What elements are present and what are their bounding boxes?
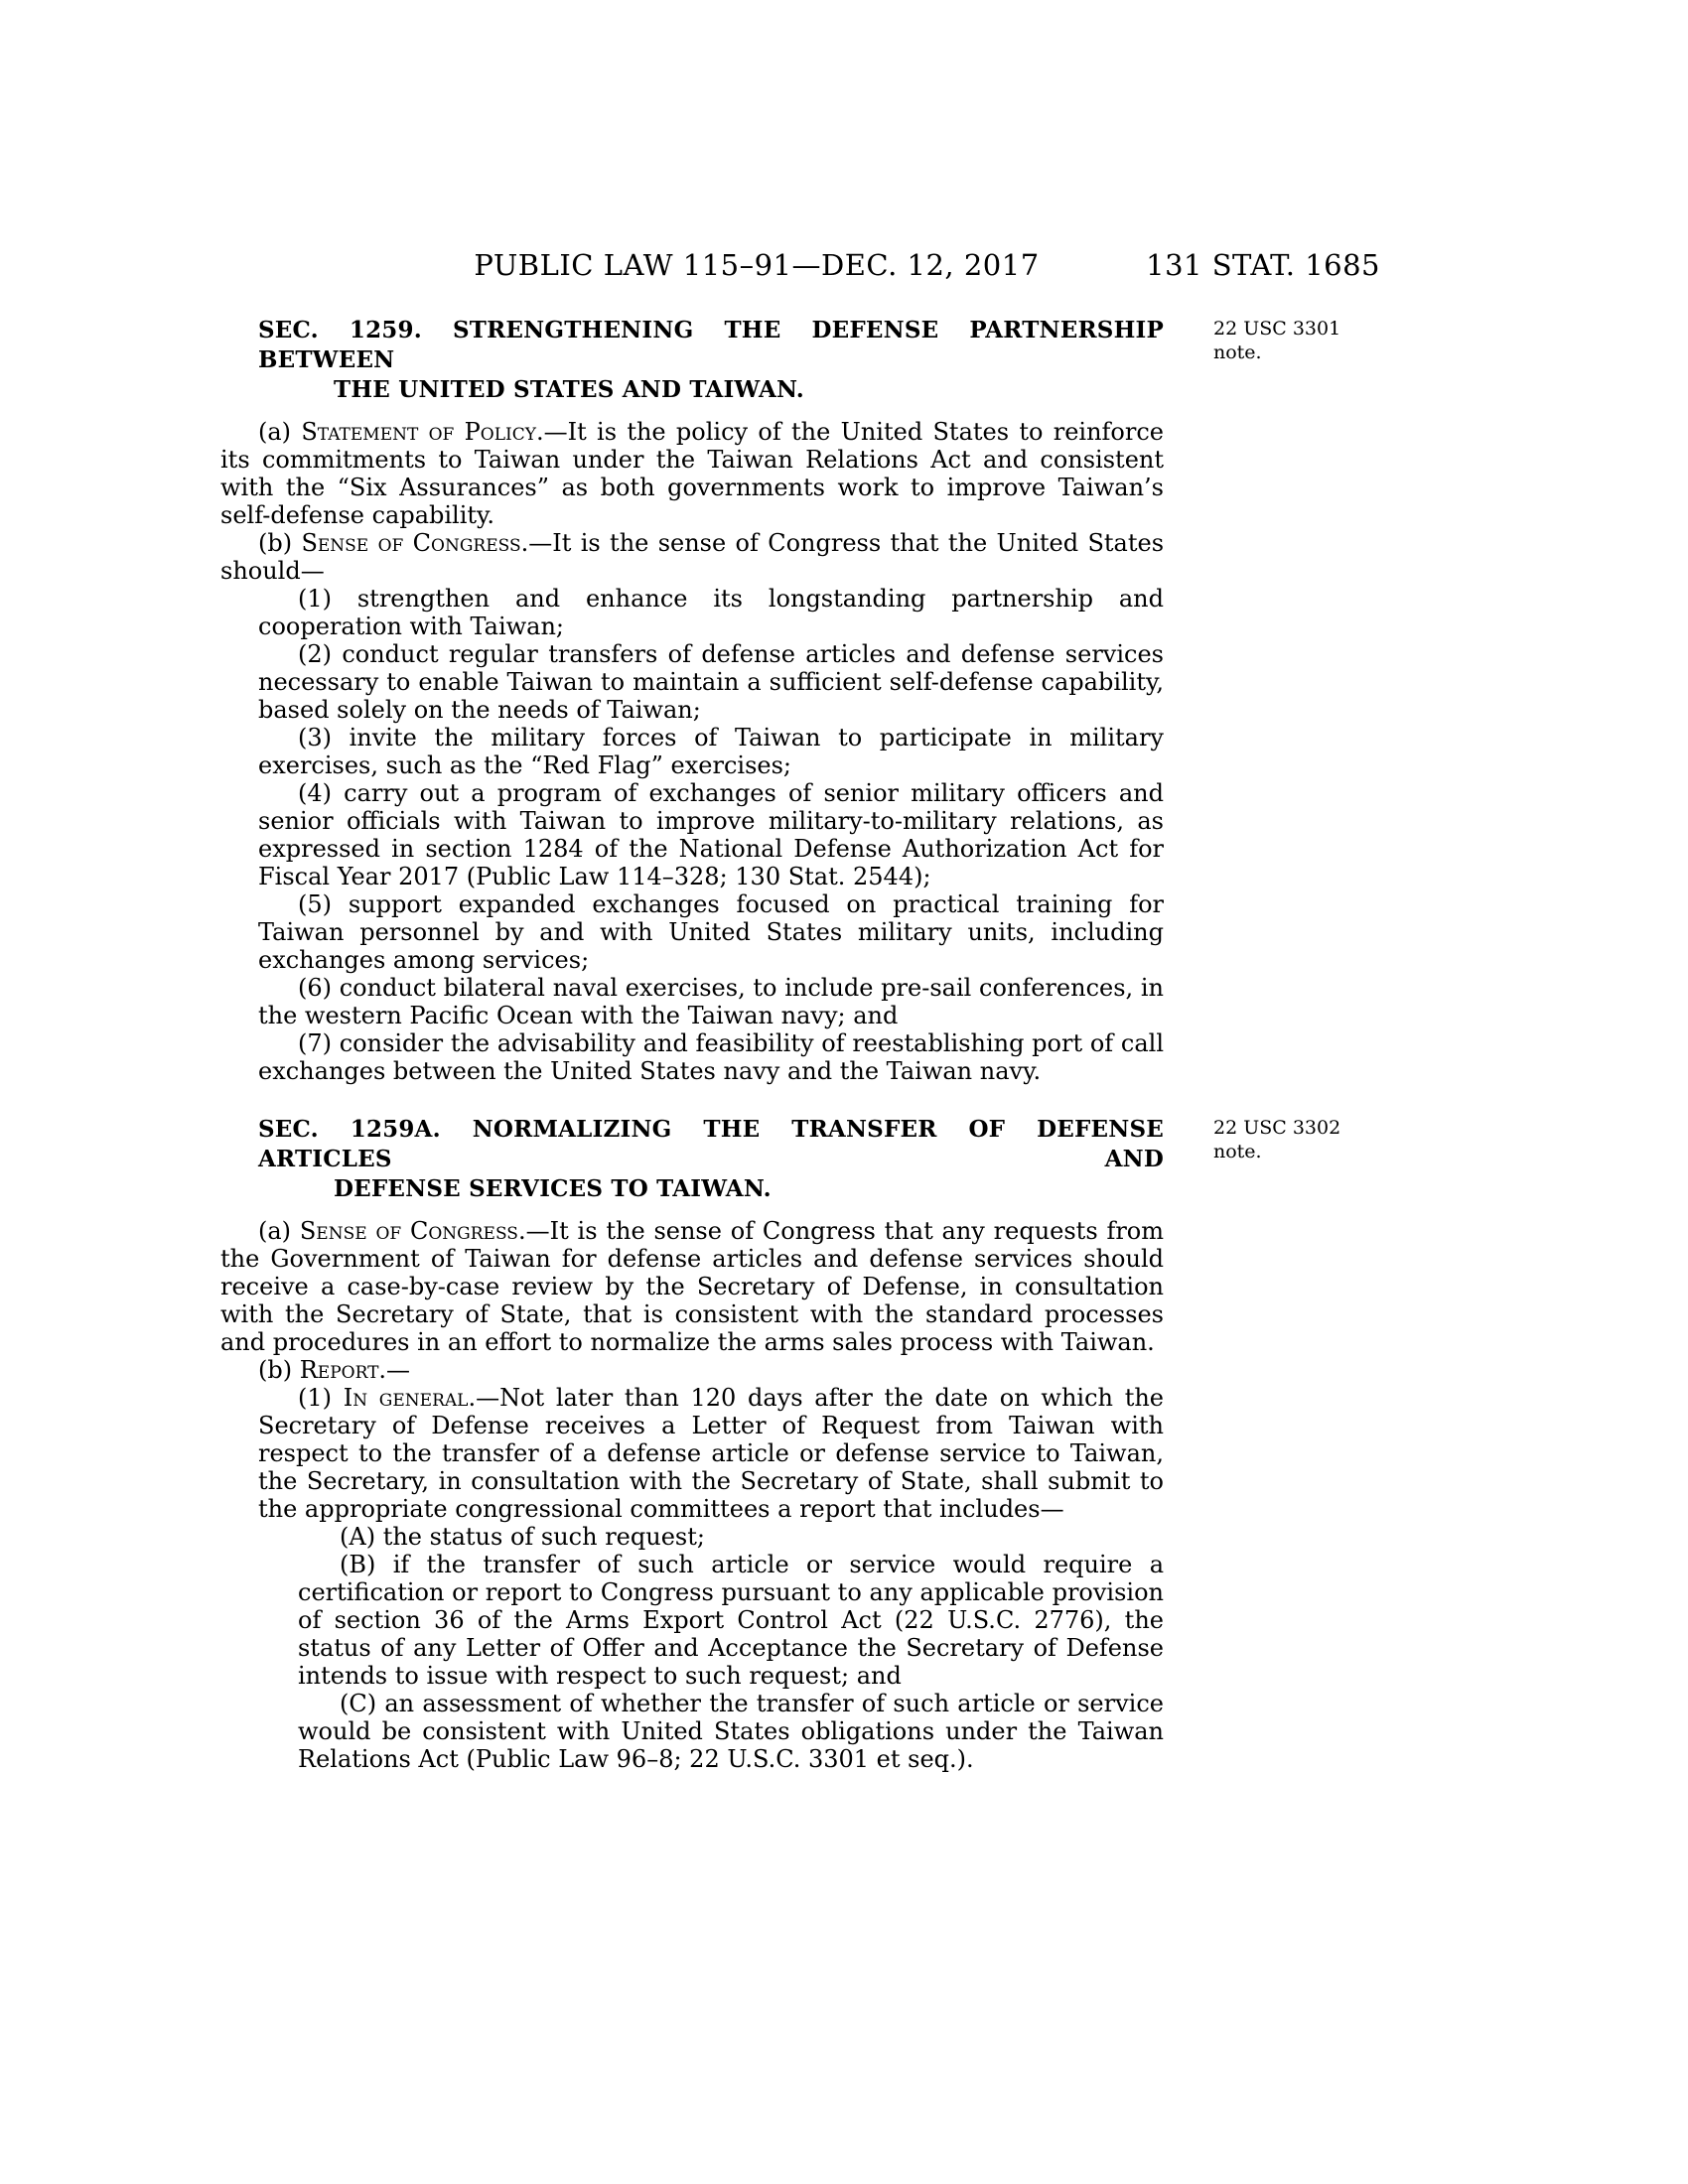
margin-note-citation: 22 USC 3302: [1213, 1117, 1341, 1139]
paragraph-segment: .—Not later than 120 days after the date on which the Secretary of Defense receives a Letter of Request from Taiwan with respect to the transfer of a defense article or defense service to Taiwan, the Secretary, in consultation with the Secretary of State, shall submit to the appropriate congressional committees a report that includes—: [258, 1384, 1164, 1523]
smallcaps-phrase: Report: [299, 1356, 379, 1384]
margin-note-label: note.: [1213, 1141, 1262, 1162]
paragraph-segment: .—It is the sense of Congress that any requests from the Government of Taiwan for defense articles and defense services should receive a case-by-case review by the Secretary of Defense, in consultation with the Secretary of State, that is consistent with the standard processes and procedures in an effort to normalize the arms sales process with Taiwan.: [220, 1217, 1165, 1356]
section-heading: [220, 316, 1164, 405]
paragraph-segment: .—: [378, 1356, 411, 1384]
statute-paragraph: [258, 1029, 1164, 1085]
paragraph-segment: (6) conduct bilateral naval exercises, to include pre-sail conferences, in the western Pacific Ocean with the Taiwan navy; and: [258, 974, 1164, 1029]
paragraph-segment: (A) the status of such request;: [340, 1523, 705, 1551]
statute-paragraph: [220, 418, 1164, 529]
statute-paragraph: [298, 1523, 1164, 1551]
statute-paragraph: [258, 585, 1164, 640]
paragraph-segment: (4) carry out a program of exchanges of senior military officers and senior officials with Taiwan to improve military-to-military relations, as expressed in section 1284 of the National Defense Authorization Act for Fiscal Year 2017 (Public Law 114–328; 130 Stat. 2544);: [258, 779, 1164, 890]
statute-paragraph: [298, 1551, 1164, 1690]
paragraph-segment: (5) support expanded exchanges focused on practical training for Taiwan personnel by and with United States military units, including exchanges among services;: [258, 890, 1164, 974]
paragraph-segment: (a): [258, 1217, 300, 1245]
paragraph-segment: (3) invite the military forces of Taiwan to participate in military exercises, such as the “Red Flag” exercises;: [258, 724, 1164, 779]
statute-paragraph: [258, 890, 1164, 974]
statute-paragraph: [220, 1217, 1164, 1356]
statute-paragraph: [258, 1384, 1164, 1523]
section-heading: [220, 1115, 1164, 1204]
smallcaps-phrase: Sense of Congress: [299, 1217, 518, 1245]
statute-paragraph: [220, 1356, 1164, 1384]
statute-paragraph: [258, 974, 1164, 1029]
margin-note-citation: 22 USC 3301: [1213, 318, 1341, 340]
uscode-margin-note: [1213, 1116, 1402, 1163]
paragraph-segment: (7) consider the advisability and feasibility of reestablishing port of call exchanges between the United States navy and the Taiwan navy.: [258, 1029, 1164, 1085]
paragraph-segment: .—It is the sense of Congress that the United States should—: [220, 529, 1165, 585]
paragraph-segment: (b): [258, 529, 302, 557]
paragraph-segment: (b): [258, 1356, 300, 1384]
sec-1259: [220, 316, 1341, 1085]
paragraph-segment: (2) conduct regular transfers of defense articles and defense services necessary to enable Taiwan to maintain a sufficient self-defense capability, based solely on the needs of Taiwan;: [258, 640, 1164, 724]
margin-note-label: note.: [1213, 341, 1262, 363]
uscode-margin-note: [1213, 317, 1402, 364]
heading-line-1: SEC. 1259A. NORMALIZING THE TRANSFER OF DEFENSE ARTICLES AND: [258, 1116, 1164, 1172]
heading-line-2: THE UNITED STATES AND TAIWAN.: [334, 376, 804, 403]
statute-paragraph: [258, 640, 1164, 724]
paragraph-segment: (B) if the transfer of such article or service would require a certification or report to Congress pursuant to any applicable provision of section 36 of the Arms Export Control Act (22 U.S.C. 2776), the status of any Letter of Offer and Acceptance the Secretary of Defense intends to issue with respect to such request; and: [298, 1551, 1164, 1690]
statute-paragraph: [258, 779, 1164, 890]
smallcaps-phrase: In general: [343, 1384, 469, 1412]
paragraph-segment: (1) strengthen and enhance its longstanding partnership and cooperation with Taiwan;: [258, 585, 1164, 640]
law-citation: PUBLIC LAW 115–91—DEC. 12, 2017: [474, 248, 1040, 282]
smallcaps-phrase: Statement of Policy: [301, 418, 536, 446]
stat-page-number: 131 STAT. 1685: [1146, 248, 1380, 282]
heading-line-1: SEC. 1259. STRENGTHENING THE DEFENSE PARTNERSHIP BETWEEN: [258, 317, 1164, 373]
smallcaps-phrase: Sense of Congress: [301, 529, 521, 557]
statute-body: [220, 316, 1341, 1773]
sec-1259a: [220, 1115, 1341, 1773]
statute-paragraph: [298, 1690, 1164, 1773]
paragraph-segment: .—It is the policy of the United States to reinforce its commitments to Taiwan under the Taiwan Relations Act and consistent with the “Six Assurances” as both governments work to improve Taiwan’s self-defense capability.: [220, 418, 1164, 529]
heading-line-2: DEFENSE SERVICES TO TAIWAN.: [334, 1175, 772, 1202]
paragraph-segment: (1): [298, 1384, 344, 1412]
running-header: [220, 248, 1380, 284]
statute-paragraph: [258, 724, 1164, 779]
paragraph-segment: (a): [258, 418, 302, 446]
statute-paragraph: [220, 529, 1164, 585]
paragraph-segment: (C) an assessment of whether the transfer of such article or service would be consistent with United States obligations under the Taiwan Relations Act (Public Law 96–8; 22 U.S.C. 3301 et seq.).: [298, 1690, 1164, 1773]
